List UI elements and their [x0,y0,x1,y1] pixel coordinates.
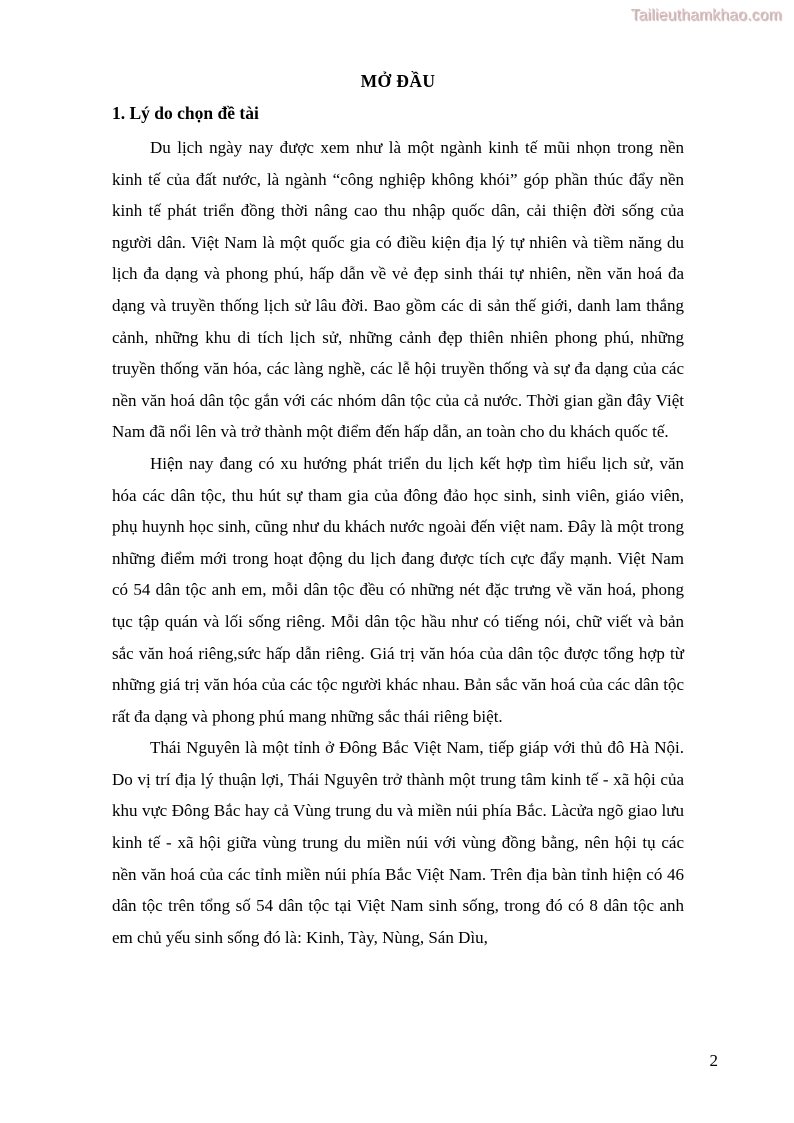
watermark-text: Tailieuthamkhao.com [630,7,782,24]
page-content [112,70,684,953]
section-heading: 1. Lý do chọn đề tài [112,103,259,123]
paragraph-3: Thái Nguyên là một tỉnh ở Đông Bắc Việt Nam, tiếp giáp với thủ đô Hà Nội. Do vị trí địa lý thuận lợi, Thái Nguyên trở thành một trung tâm kinh tế - xã hội của khu vực Đông Bắc hay cả Vùng trung du và miền núi phía Bắc. Làcửa ngõ giao lưu kinh tế - xã hội giữa vùng trung du miền núi với vùng đồng bằng, nên hội tụ các nền văn hoá của các tỉnh miền núi phía Bắc Việt Nam. Trên địa bàn tỉnh hiện có 46 dân tộc trên tổng số 54 dân tộc tại Việt Nam sinh sống, trong đó có 8 dân tộc anh em chủ yếu sinh sống đó là: Kinh, Tày, Nùng, Sán Dìu, [112,738,684,947]
paragraph-2: Hiện nay đang có xu hướng phát triển du lịch kết hợp tìm hiểu lịch sử, văn hóa các dân tộc, thu hút sự tham gia của đông đảo học sinh, sinh viên, giáo viên, phụ huynh học sinh, cũng như du khách nước ngoài đến việt nam. Đây là một trong những điểm mới trong hoạt động du lịch đang được tích cực đẩy mạnh. Việt Nam có 54 dân tộc anh em, mỗi dân tộc đều có những nét đặc trưng về văn hoá, phong tục tập quán và lối sống riêng. Mỗi dân tộc hầu như có tiếng nói, chữ viết và bản sắc văn hoá riêng,sức hấp dẫn riêng. Giá trị văn hóa của dân tộc được tổng hợp từ những giá trị văn hóa của các tộc người khác nhau. Bản sắc văn hoá của các dân tộc rất đa dạng và phong phú mang những sắc thái riêng biệt. [112,453,684,726]
paragraph-1: Du lịch ngày nay được xem như là một ngành kinh tế mũi nhọn trong nền kinh tế của đất nước, là ngành “công nghiệp không khói” góp phần thúc đẩy nền kinh tế phát triển đồng thời nâng cao thu nhập quốc dân, cải thiện đời sống của người dân. Việt Nam là một quốc gia có điều kiện địa lý tự nhiên và tiềm năng du lịch đa dạng và phong phú, hấp dẫn về vẻ đẹp sinh thái tự nhiên, nền văn hoá đa dạng và truyền thống lịch sử lâu đời. Bao gồm các di sản thế giới, danh lam thắng cảnh, những khu di tích lịch sử, những cảnh đẹp thiên nhiên phong phú, những truyền thống văn hóa, các làng nghề, các lễ hội truyền thống và sự đa dạng của các nền văn hoá dân tộc gắn với các nhóm dân tộc của cả nước. Thời gian gần đây Việt Nam đã nổi lên và trở thành một điểm đến hấp dẫn, an toàn cho du khách quốc tế. [112,138,684,442]
page-title: MỞ ĐẦU [360,71,436,91]
page-number: 2 [709,1051,718,1070]
